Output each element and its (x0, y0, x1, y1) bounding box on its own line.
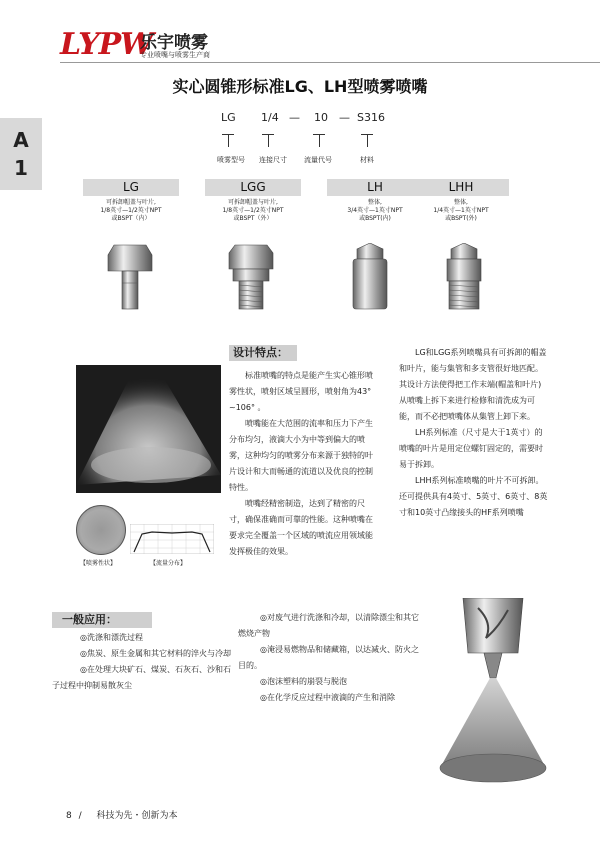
section-tab (0, 118, 42, 190)
model-lgg-header: LGG (205, 179, 301, 196)
general-col2 (238, 610, 423, 706)
flow-distribution-caption: 【流量分布】 (150, 560, 187, 567)
code-dash-1: — (289, 111, 300, 124)
model-lhh-header: LHH (413, 179, 509, 196)
application-item: ◎在化学反应过程中液滴的产生和消除 (260, 693, 395, 702)
code-material: S316 (357, 111, 385, 124)
design-para: LH系列标准（尺寸是大于1英寸）的喷嘴的叶片是用定位螺钉固定的，需要时易于拆卸。 (399, 428, 543, 469)
footer (66, 808, 178, 821)
footer-slogan: 科技为先・创新为本 (96, 811, 178, 821)
application-item: ◎淹浸易燃物品和储藏箱，以达减火、防火之目的。 (238, 645, 419, 670)
design-para: 标准喷嘴的特点是能产生实心锥形喷雾性状，喷射区域呈圆形，喷射角为43° ~106° 。 (229, 371, 373, 412)
code-type: LG (221, 111, 236, 124)
brand-logo: LYPW (60, 27, 153, 62)
design-para: LG和LGG系列喷嘴具有可拆卸的帽盖和叶片，能与集管和多支管很好地匹配。其设计方法使得把工作末端(帽盖和叶片)从喷嘴上拆下来进行检修和清洗成为可能，而不必把喷嘴体从集管上卸下来。 (399, 348, 547, 421)
model-lgg-desc: 可拆卸帽盖与叶片, 1/8英寸—1/2英寸NPT 或BSPT（外） (222, 199, 284, 222)
code-bracket (361, 134, 373, 147)
spray-pattern-caption: 【喷雾性状】 (80, 560, 117, 567)
application-item: ◎泡沫塑料的崩裂与脱泡 (260, 677, 347, 686)
model-lg-header: LG (83, 179, 179, 196)
model-lh-desc: 整体, 3/4英寸—1英寸NPT 或BSPT(内) (347, 199, 403, 222)
flow-distribution-chart (130, 524, 214, 554)
code-label-flow: 流量代号 (304, 156, 332, 164)
design-para: 喷嘴能在大范围的流率和压力下产生分布均匀，液滴大小为中等到偏大的喷雾，这种均匀的喷雾分布来源于独特的叶片设计和大而畅通的流道以及优良的控制特性。 (229, 419, 373, 492)
section-tab-number: 1 (14, 156, 28, 180)
code-flow: 10 (314, 111, 328, 124)
general-col1 (52, 630, 237, 694)
general-heading: 一般应用： (52, 612, 152, 628)
design-heading: 设计特点： (229, 345, 297, 361)
section-tab-letter: A (13, 128, 29, 152)
model-lhh-desc: 整体, 1/4英寸—1英寸NPT 或BSPT(外) (433, 199, 489, 222)
lgg-nozzle-image (221, 243, 281, 313)
design-para: 喷嘴经精密制造，达到了精密的尺寸，确保准确而可靠的性能。这种喷嘴在要求完全覆盖一个区域的喷流应用领域能发挥极佳的效果。 (229, 499, 373, 556)
application-item: ◎洗涤和漂洗过程 (80, 633, 143, 642)
application-item: ◎在处理大块矿石、煤炭、石灰石、沙和石子过程中抑制易散灰尘 (52, 665, 231, 690)
page-number: 8 (66, 811, 72, 821)
application-item: ◎对废气进行洗涤和冷却，以清除漂尘和其它燃烧产物 (238, 613, 419, 638)
code-bracket (262, 134, 274, 147)
header-rule (60, 62, 600, 63)
design-col1 (229, 368, 379, 560)
design-para: LHH系列标准喷嘴的叶片不可拆卸。还可提供具有4英寸、5英寸、6英寸、8英寸和10英寸凸缘接头的HF系列喷嘴 (399, 476, 548, 517)
code-bracket (313, 134, 325, 147)
lh-nozzle-image (345, 243, 395, 313)
code-label-material: 材料 (360, 156, 374, 164)
lhh-nozzle-image (439, 243, 489, 313)
page-title: 实心圆锥形标准LG、LH型喷雾喷嘴 (172, 77, 428, 96)
code-label-size: 连接尺寸 (259, 156, 287, 164)
application-item: ◎焦炭、原生金属和其它材料的淬火与冷却 (80, 649, 231, 658)
spray-photo (76, 365, 221, 493)
model-lg-desc: 可拆卸帽盖与叶片, 1/8英寸—1/2英寸NPT 或BSPT（内） (100, 199, 162, 222)
brand-name: 乐宇喷雾 (140, 33, 208, 53)
brand-tagline: 专业喷嘴与喷雾生产商 (140, 51, 210, 59)
nozzle-cutaway-image (438, 598, 548, 788)
code-dash-2: — (339, 111, 350, 124)
lg-nozzle-image (100, 243, 160, 313)
code-label-type: 喷雾型号 (217, 156, 245, 164)
code-bracket (222, 134, 234, 147)
design-col2 (399, 345, 549, 521)
footer-slash: / (78, 811, 82, 821)
spray-pattern-image (76, 505, 126, 555)
model-lh-header: LH (327, 179, 423, 196)
code-size: 1/4 (261, 111, 279, 124)
